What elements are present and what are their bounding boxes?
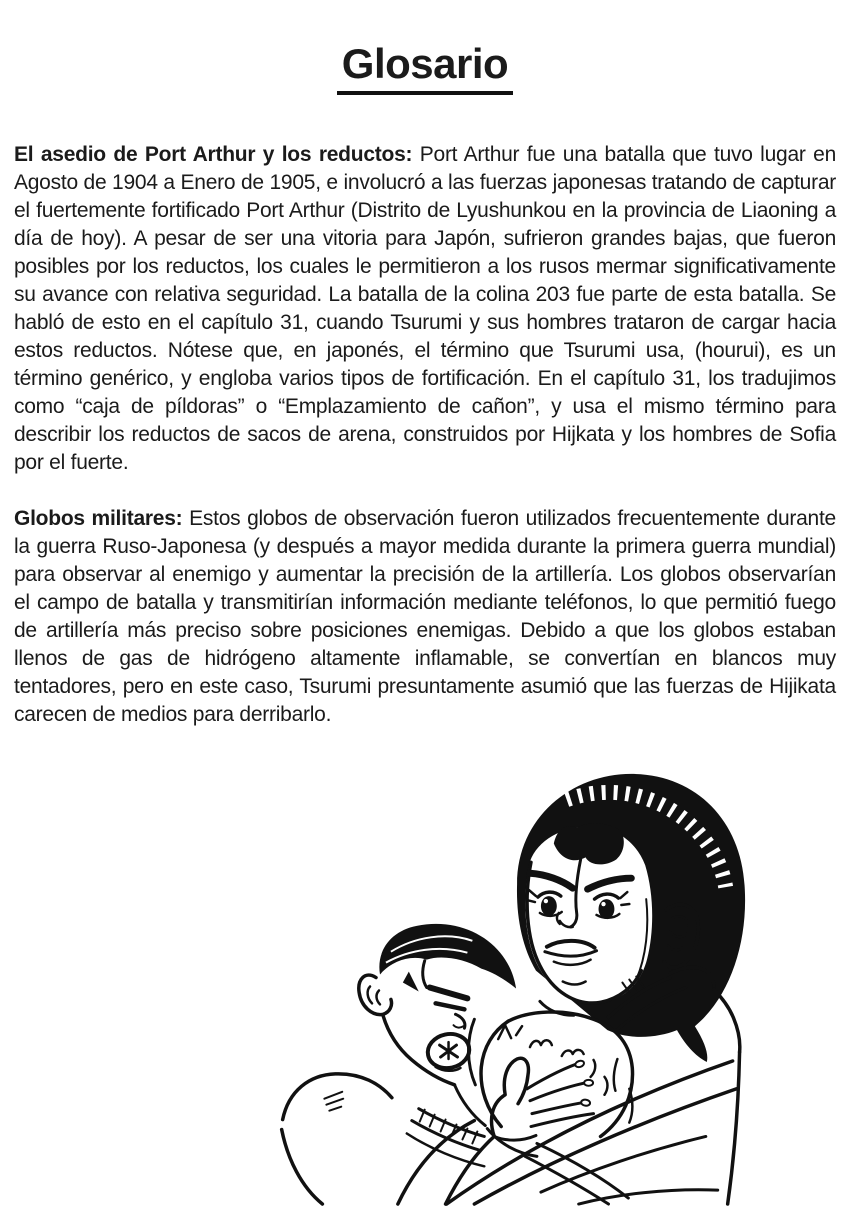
glossary-term: Globos militares: xyxy=(14,507,183,530)
manga-illustration-drawing xyxy=(278,760,778,1207)
glossary-entry xyxy=(14,141,836,477)
glossary-entry xyxy=(14,505,836,729)
glossary-term: El asedio de Port Arthur y los reductos: xyxy=(14,143,413,166)
manga-illustration xyxy=(278,760,778,1207)
page-title xyxy=(0,40,850,95)
page-title-text: Glosario xyxy=(337,41,513,95)
glossary-definition: Estos globos de observación fueron utilizados frecuentemente durante la guerra Ruso-Japonesa (y después a mayor medida durante la primera guerra mundial) para observar al enemigo y aumentar la precisión de la artillería. Los globos observarían el campo de batalla y transmitirían información mediante teléfonos, lo que permitió fuego de artillería más preciso sobre posiciones enemigas. Debido a que los globos estaban llenos de gas de hidrógeno altamente inflamable, se convertían en blancos muy tentadores, pero en este caso, Tsurumi presuntamente asumió que las fuerzas de Hijikata carecen de medios para derribarlo. xyxy=(14,507,836,726)
glossary-content xyxy=(14,141,836,729)
glossary-definition: Port Arthur fue una batalla que tuvo lugar en Agosto de 1904 a Enero de 1905, e involucró a las fuerzas japonesas tratando de capturar el fuertemente fortificado Port Arthur (Distrito de Lyushunkou en la provincia de Liaoning a día de hoy). A pesar de ser una vitoria para Japón, sufrieron grandes bajas, que fueron posibles por los reductos, los cuales le permitieron a los rusos mermar significativamente su avance con relativa seguridad. La batalla de la colina 203 fue parte de esta batalla. Se habló de esto en el capítulo 31, cuando Tsurumi y sus hombres trataron de cargar hacia estos reductos. Nótese que, en japonés, el término que Tsurumi usa, (hourui), es un término genérico, y engloba varios tipos de fortificación. En el capítulo 31, los tradujimos como “caja de píldoras” o “Emplazamiento de cañon”, y usa el mismo término para describir los reductos de sacos de arena, construidos por Hijkata y los hombres de Sofia por el fuerte. xyxy=(14,143,836,474)
